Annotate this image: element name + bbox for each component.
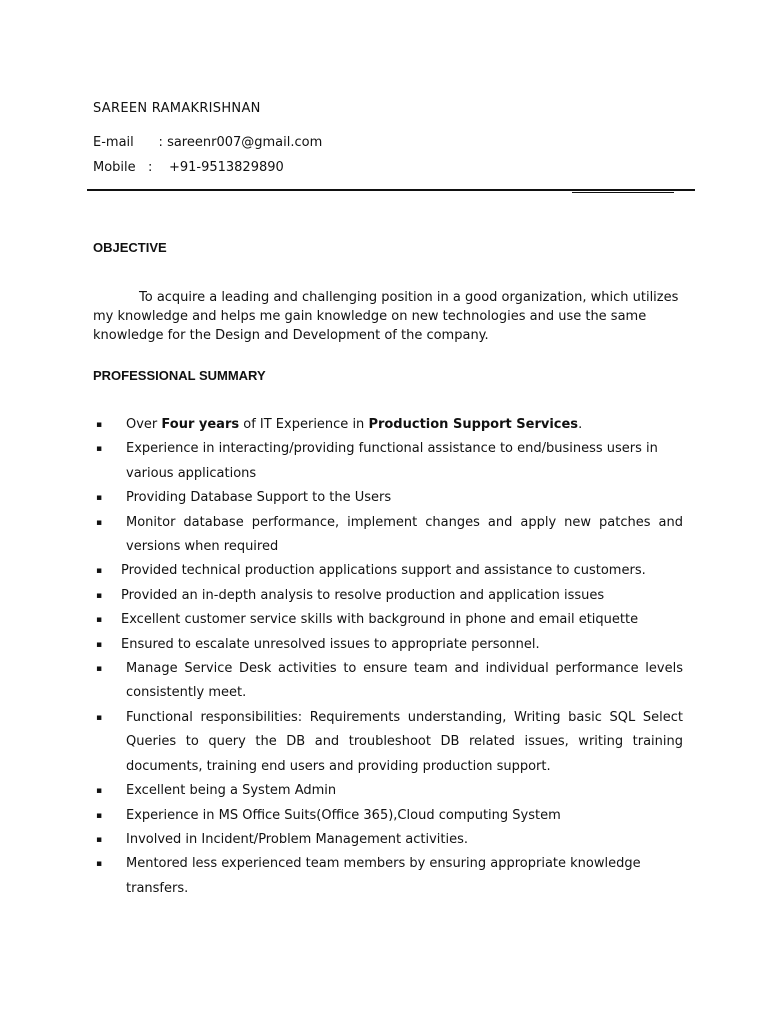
list-item: [93, 559, 683, 583]
item-text: of IT Experience in: [239, 417, 369, 432]
bullet-icon: ▪: [96, 810, 103, 821]
bullet-icon: ▪: [96, 859, 103, 870]
list-item: [93, 779, 683, 803]
bullet-icon: ▪: [96, 712, 103, 723]
candidate-name: SAREEN RAMAKRISHNAN: [93, 101, 261, 116]
list-item: [93, 852, 683, 901]
item-text: Excellent being a System Admin: [126, 783, 337, 799]
list-item: [93, 486, 683, 510]
item-text: Mentored less experienced team members by ensuring appropriate knowledge transfers.: [126, 856, 641, 896]
item-text: Experience in interacting/providing functional assistance to end/business users in various applications: [126, 441, 658, 481]
bullet-icon: ▪: [96, 615, 103, 626]
header-divider: [87, 189, 695, 191]
item-text: Involved in Incident/Problem Management activities.: [126, 831, 468, 847]
bullet-icon: ▪: [96, 566, 103, 577]
bullet-icon: ▪: [96, 444, 103, 455]
objective-text: [93, 288, 683, 345]
summary-heading: PROFESSIONAL SUMMARY: [93, 368, 266, 383]
objective-body: To acquire a leading and challenging position in a good organization, which utilizes my knowledge and helps me gain knowledge on new technologies and use the same knowledge for the Design and Development of the company.: [93, 290, 679, 343]
bullet-icon: ▪: [96, 493, 103, 504]
item-text: Provided technical production applications support and assistance to customers.: [121, 563, 646, 579]
list-item: [93, 633, 683, 657]
item-text: Ensured to escalate unresolved issues to appropriate personnel.: [121, 636, 540, 652]
item-text: Over: [126, 417, 162, 432]
bullet-icon: ▪: [96, 834, 103, 845]
header-divider-underline: [572, 192, 674, 193]
list-item: [93, 657, 683, 706]
list-item: [93, 511, 683, 560]
email-line: E-mail : sareenr007@gmail.com: [93, 135, 323, 150]
item-text: Experience in MS Office Suits(Office 365),Cloud computing System: [126, 807, 561, 823]
item-text: .: [578, 417, 583, 432]
list-item: [93, 828, 683, 852]
item-text: Excellent customer service skills with background in phone and email etiquette: [121, 612, 639, 628]
objective-heading: OBJECTIVE: [93, 240, 167, 255]
bullet-icon: ▪: [96, 420, 103, 430]
list-item: [93, 413, 683, 437]
mobile-line: Mobile : +91-9513829890: [93, 160, 284, 175]
item-emphasis: Four years: [161, 417, 240, 432]
item-text: Monitor database performance, implement changes and apply new patches and versions when required: [126, 514, 683, 555]
bullet-icon: ▪: [96, 664, 103, 675]
item-emphasis: Production Support Services: [368, 417, 579, 432]
bullet-icon: ▪: [96, 590, 103, 601]
summary-list: [93, 413, 683, 901]
bullet-icon: ▪: [96, 639, 103, 650]
list-item: [93, 804, 683, 828]
bullet-icon: ▪: [96, 786, 103, 797]
item-text: Providing Database Support to the Users: [126, 490, 392, 506]
item-text: Functional responsibilities: Requirements understanding, Writing basic SQL Select Queries to query the DB and troubleshoot DB related issues, writing training documents, training end users and providing production support.: [126, 709, 683, 774]
list-item: [93, 608, 683, 632]
item-text: Manage Service Desk activities to ensure team and individual performance levels consistently meet.: [126, 661, 683, 701]
list-item: [93, 437, 683, 486]
bullet-icon: ▪: [96, 517, 103, 528]
item-text: Provided an in-depth analysis to resolve production and application issues: [121, 587, 605, 603]
list-item: [93, 706, 683, 779]
list-item: [93, 584, 683, 608]
